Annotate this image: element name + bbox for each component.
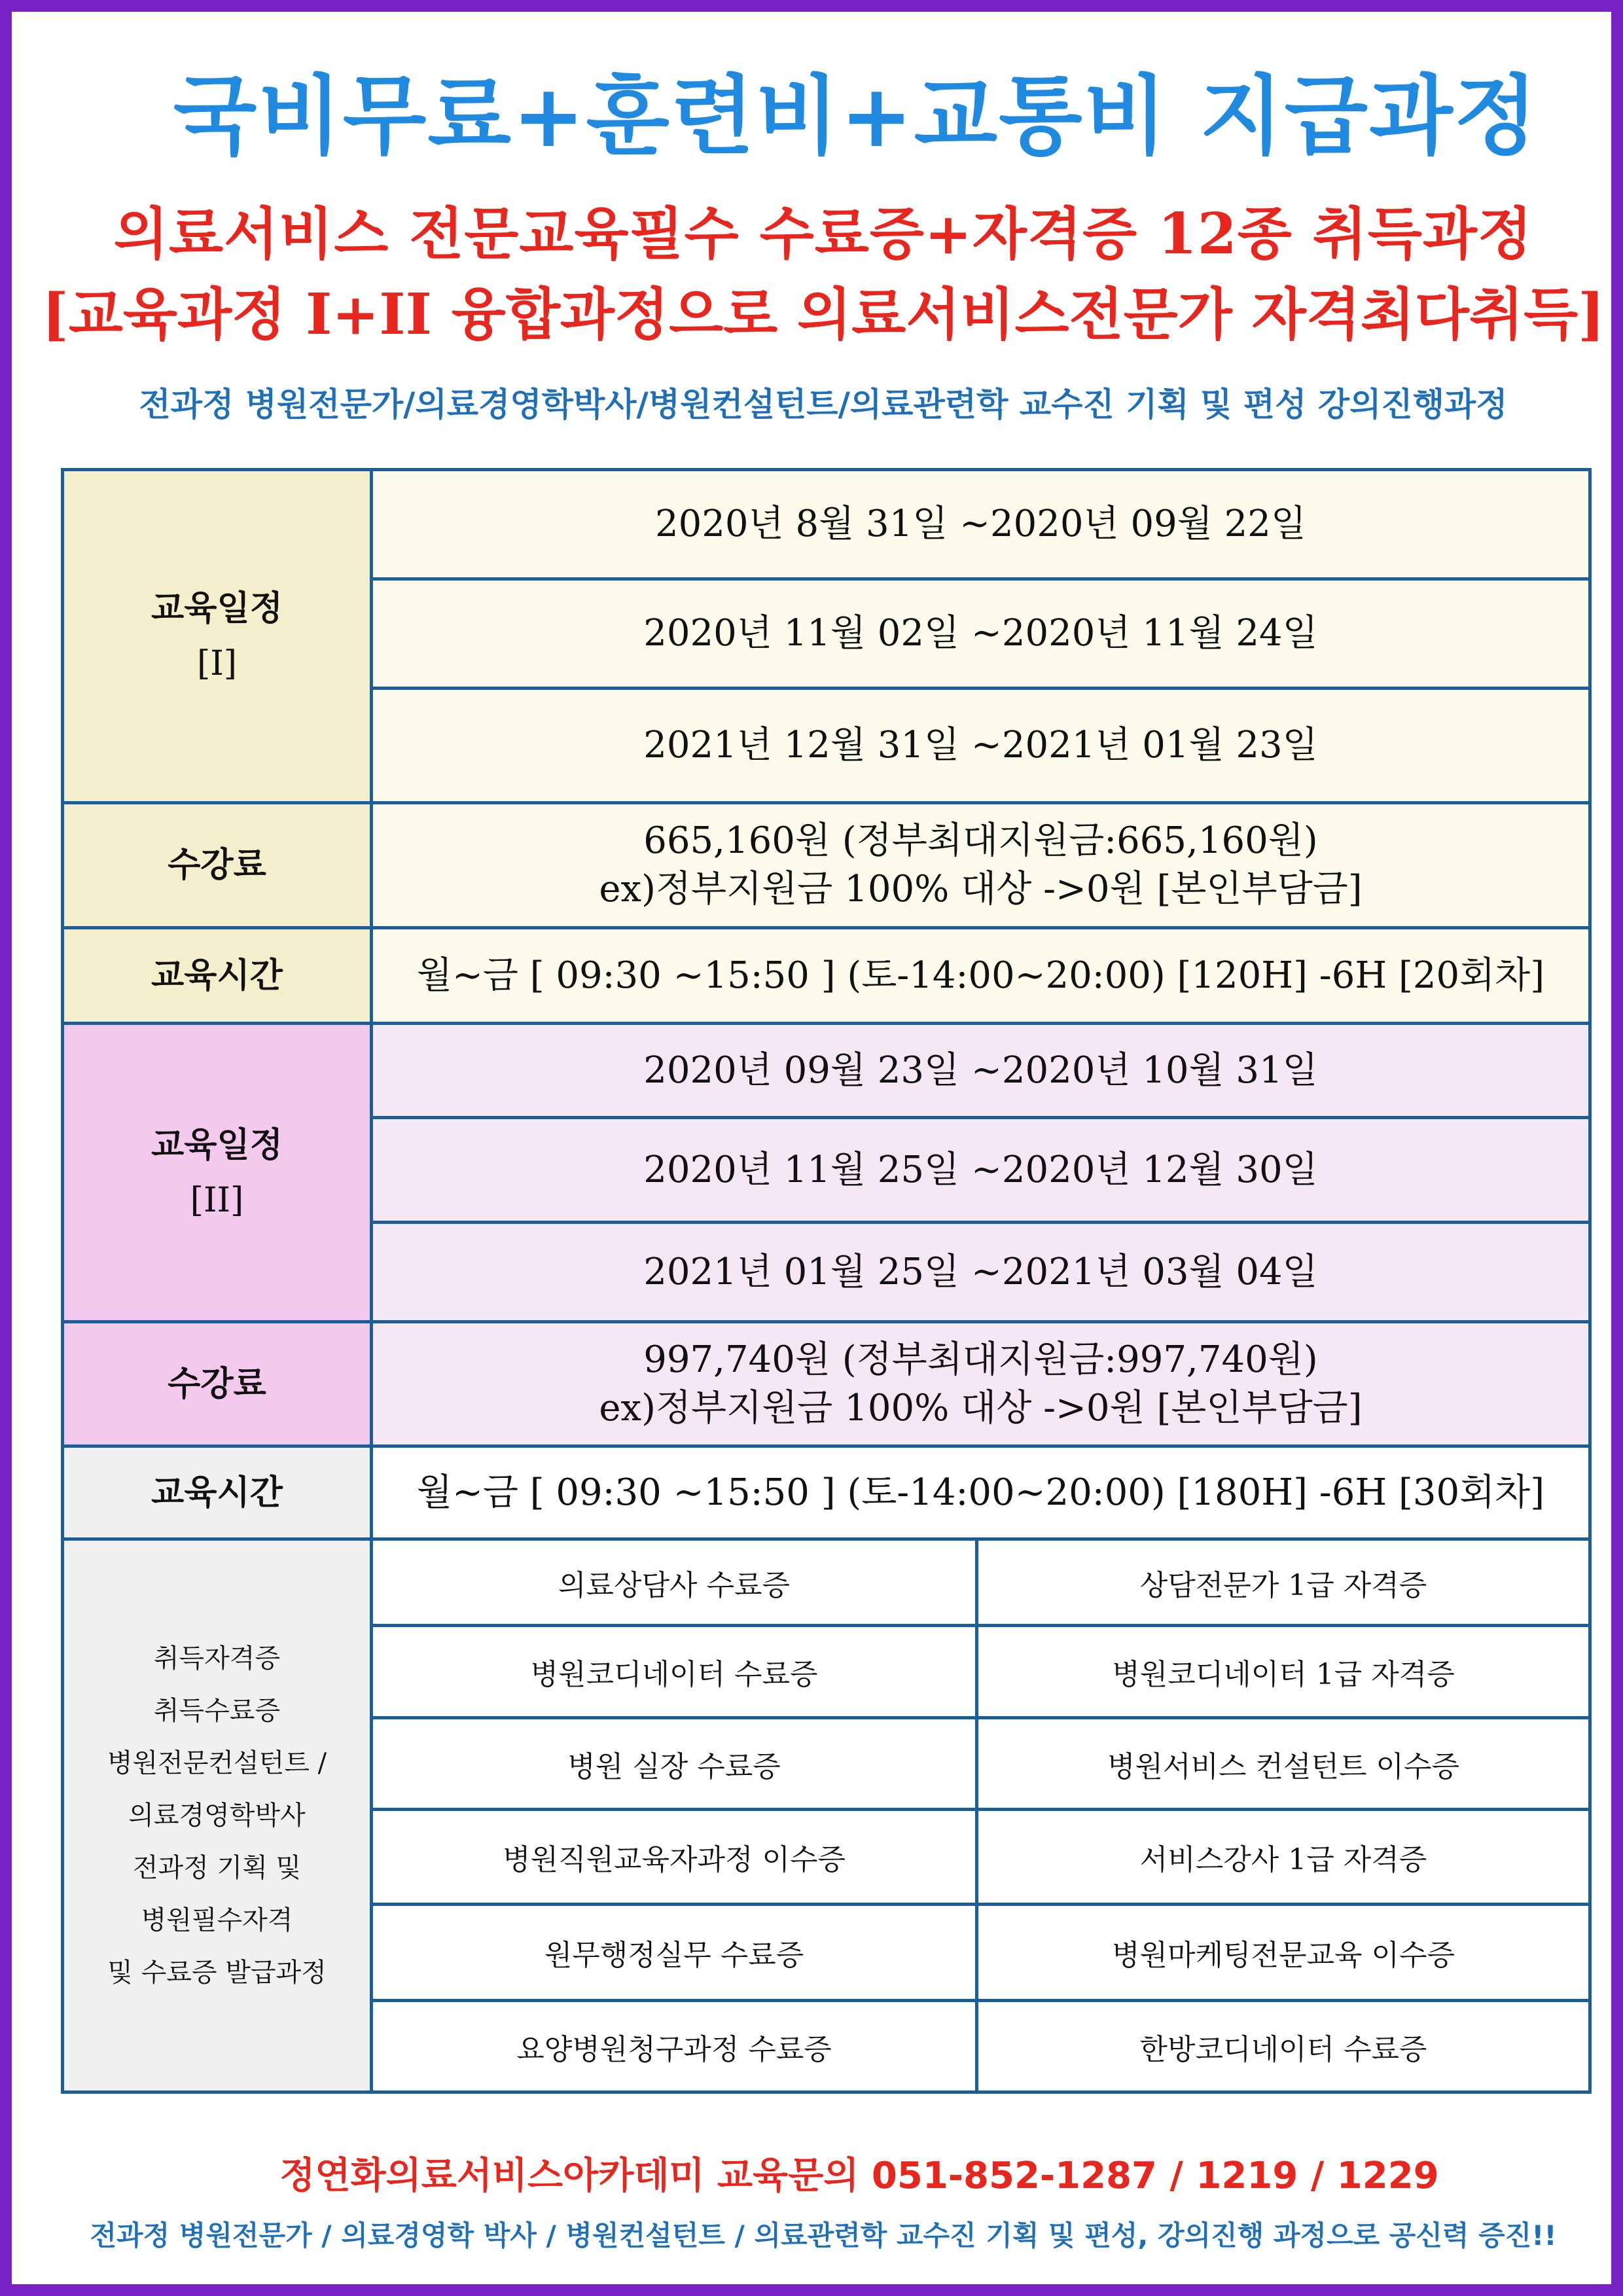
course1-fee-value <box>372 803 1590 928</box>
course2-fee-amount: 997,740원 (정부최대지원금:997,740원) <box>643 1338 1318 1381</box>
certificate-label-line: 병원필수자격 <box>141 1905 293 1935</box>
contact-info: 정연화의료서비스아카데미 교육문의 051-852-1287 / 1219 / 1229 <box>279 2155 1439 2197</box>
certificate-label-line: 전과정 기획 및 <box>132 1853 302 1883</box>
course2-time-value: 월~금 [ 09:30 ~15:50 ] (토-14:00~20:00) [180H] -6H [30회차] <box>372 1446 1590 1539</box>
certificate-item: 서비스강사 1급 자격증 <box>977 1810 1590 1905</box>
course2-date-1: 2020년 09월 23일 ~2020년 10월 31일 <box>372 1024 1590 1118</box>
course1-date-3: 2021년 12월 31일 ~2021년 01월 23일 <box>372 689 1590 803</box>
course2-date-2: 2020년 11월 25일 ~2020년 12월 30일 <box>372 1118 1590 1223</box>
course1-fee-row <box>63 803 1590 928</box>
course1-schedule-label-roman: [I] <box>196 644 238 683</box>
certificate-item: 상담전문가 1급 자격증 <box>977 1539 1590 1626</box>
certificate-label-line: 병원전문컨설턴트 / <box>107 1748 327 1778</box>
certificate-label-line: 취득자격증 <box>153 1643 281 1674</box>
certificate-item: 원무행정실무 수료증 <box>372 1905 977 2001</box>
course2-date-3: 2021년 01월 25일 ~2021년 03월 04일 <box>372 1223 1590 1322</box>
certificate-label-line: 및 수료증 발급과정 <box>107 1958 327 1988</box>
page-title: 국비무료+훈련비+교통비 지급과정 <box>173 66 1539 167</box>
course1-schedule-label-text: 교육일정 <box>151 588 283 628</box>
certificate-item: 한방코디네이터 수료증 <box>977 2001 1590 2092</box>
course1-fee-note: ex)정부지원금 100% 대상 ->0원 [본인부담금] <box>599 868 1363 910</box>
course1-fee-amount: 665,160원 (정부최대지원금:665,160원) <box>643 819 1318 862</box>
course2-schedule-label-roman: [II] <box>190 1180 244 1220</box>
certificate-label-line: 취득수료증 <box>153 1696 281 1726</box>
course1-date-2: 2020년 11월 02일 ~2020년 11월 24일 <box>372 579 1590 689</box>
course-schedule-table <box>61 468 1592 2094</box>
course2-fee-note: ex)정부지원금 100% 대상 ->0원 [본인부담금] <box>599 1386 1363 1429</box>
credibility-note: 전과정 병원전문가 / 의료경영학 박사 / 병원컨설턴트 / 의료관련학 교수진 기획 및 편성, 강의진행 과정으로 공신력 증진!! <box>90 2219 1557 2251</box>
course1-schedule-label <box>63 470 372 803</box>
certificate-item: 병원직원교육자과정 이수증 <box>372 1810 977 1905</box>
course2-time-label: 교육시간 <box>63 1446 372 1539</box>
course2-schedule-label <box>63 1024 372 1322</box>
course1-time-value: 월~금 [ 09:30 ~15:50 ] (토-14:00~20:00) [120H] -6H [20회차] <box>372 928 1590 1024</box>
course1-date-1: 2020년 8월 31일 ~2020년 09월 22일 <box>372 470 1590 579</box>
course1-time-row <box>63 928 1590 1024</box>
certificate-label <box>63 1539 372 2092</box>
certificate-item: 병원마케팅전문교육 이수증 <box>977 1905 1590 2001</box>
certificate-item: 병원코디네이터 수료증 <box>372 1626 977 1718</box>
course1-date-row <box>63 470 1590 579</box>
course1-fee-label: 수강료 <box>63 803 372 928</box>
instructor-description: 전과정 병원전문가/의료경영학박사/병원컨설턴트/의료관련학 교수진 기획 및 편성 강의진행과정 <box>139 386 1508 423</box>
certificate-item: 의료상담사 수료증 <box>372 1539 977 1626</box>
course2-schedule-label-text: 교육일정 <box>151 1124 283 1165</box>
certificate-item: 요양병원청구과정 수료증 <box>372 2001 977 2092</box>
certificate-item: 병원 실장 수료증 <box>372 1718 977 1810</box>
certificate-item: 병원코디네이터 1급 자격증 <box>977 1626 1590 1718</box>
subtitle-combined-course: [교육과정 I+II 융합과정으로 의료서비스전문가 자격최다취득] <box>42 281 1605 348</box>
course2-date-row <box>63 1024 1590 1118</box>
certificate-label-line: 의료경영학박사 <box>128 1801 306 1831</box>
course2-fee-row <box>63 1322 1590 1446</box>
certificate-row <box>63 1539 1590 1626</box>
course2-fee-label: 수강료 <box>63 1322 372 1446</box>
course2-time-row <box>63 1446 1590 1539</box>
subtitle-certificates: 의료서비스 전문교육필수 수료증+자격증 12종 취득과정 <box>113 201 1533 267</box>
certificate-item: 병원서비스 컨설턴트 이수증 <box>977 1718 1590 1810</box>
course1-time-label: 교육시간 <box>63 928 372 1024</box>
course2-fee-value <box>372 1322 1590 1446</box>
